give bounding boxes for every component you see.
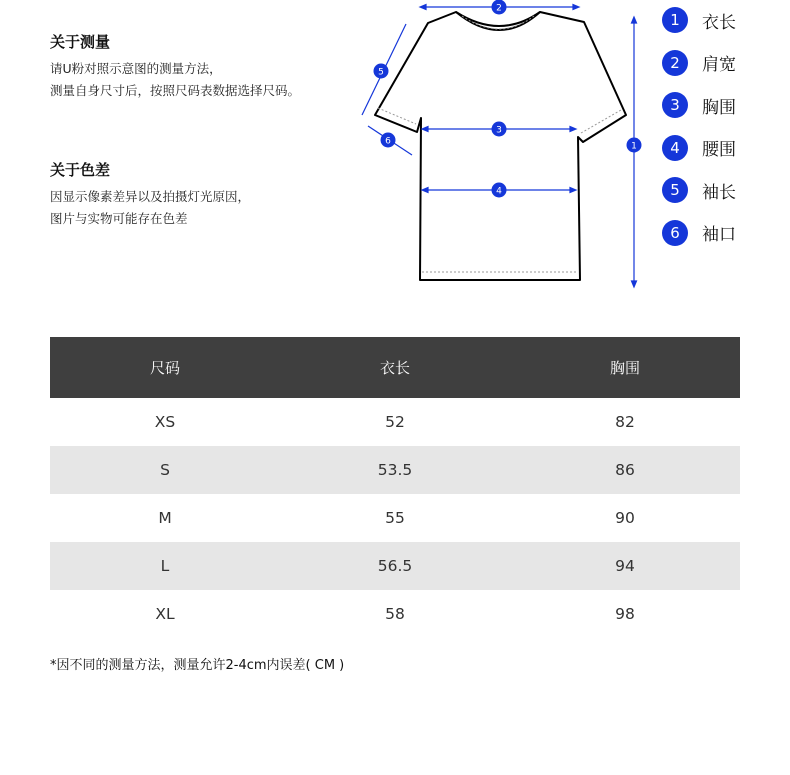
svg-text:4: 4 [496, 186, 502, 197]
legend-item-sleeve-length [662, 176, 736, 204]
legend-item-shoulder [662, 49, 736, 77]
svg-text:1: 1 [631, 141, 637, 152]
table-cell: 58 [385, 605, 405, 623]
measurement-notes [50, 30, 380, 230]
marker-6 [381, 133, 396, 148]
legend-item-waist [662, 134, 736, 162]
table-row [50, 398, 740, 446]
note-line: 因显示像素差异以及拍摄灯光原因， [50, 189, 251, 204]
marker-1 [627, 138, 642, 153]
tshirt-outline [375, 12, 626, 280]
size-chart-table [50, 337, 740, 638]
table-cell: 98 [615, 605, 635, 623]
note-line: 图片与实物可能存在色差 [50, 211, 188, 226]
legend-number: 4 [662, 135, 688, 161]
table-cell: 86 [510, 446, 740, 494]
legend-label: 袖长 [702, 182, 736, 203]
legend-label: 肩宽 [702, 55, 736, 76]
column-header-chest: 胸围 [510, 337, 740, 398]
legend-label: 腰围 [702, 140, 736, 161]
marker-2 [492, 0, 507, 15]
arrowhead [632, 17, 637, 23]
table-cell: 82 [615, 413, 635, 431]
marker-4 [492, 183, 507, 198]
svg-text:2: 2 [496, 3, 502, 14]
note-color-difference [50, 158, 380, 230]
arrowhead [420, 5, 426, 10]
svg-text:5: 5 [378, 67, 384, 78]
measurement-legend [662, 6, 736, 262]
note-measuring [50, 30, 380, 102]
table-cell: XL [155, 605, 175, 623]
svg-text:3: 3 [496, 125, 502, 136]
note-title: 关于测量 [50, 33, 111, 51]
table-cell: M [158, 509, 172, 527]
table-cell: 53.5 [280, 446, 510, 494]
legend-label: 袖口 [702, 225, 736, 246]
table-cell: XS [154, 413, 176, 431]
table-cell: 55 [385, 509, 405, 527]
table-row [50, 590, 740, 638]
legend-label: 衣长 [702, 12, 736, 33]
legend-number: 2 [662, 50, 688, 76]
table-cell: S [50, 446, 280, 494]
legend-number: 5 [662, 177, 688, 203]
table-row [50, 446, 740, 494]
note-line: 请U粉对照示意图的测量方法， [50, 61, 222, 76]
table-cell: 56.5 [280, 542, 510, 590]
legend-item-chest [662, 91, 736, 119]
column-header-length: 衣长 [280, 337, 510, 398]
legend-number: 3 [662, 92, 688, 118]
marker-5 [374, 64, 389, 79]
marker-3 [492, 122, 507, 137]
measurement-footnote: *因不同的测量方法，测量允许2-4cm内误差( CM ) [50, 658, 345, 673]
table-row [50, 542, 740, 590]
table-cell: L [50, 542, 280, 590]
table-cell: 94 [510, 542, 740, 590]
note-line: 测量自身尺寸后，按照尺码表数据选择尺码。 [50, 83, 301, 98]
svg-text:6: 6 [385, 136, 391, 147]
table-cell: 52 [385, 413, 405, 431]
column-header-size: 尺码 [50, 337, 280, 398]
legend-item-length [662, 6, 736, 34]
arrowhead [573, 5, 579, 10]
table-row [50, 494, 740, 542]
arrowhead [632, 281, 637, 287]
legend-number: 1 [662, 7, 688, 33]
legend-number: 6 [662, 220, 688, 246]
table-cell: 90 [615, 509, 635, 527]
legend-label: 胸围 [702, 97, 736, 118]
legend-item-cuff [662, 219, 736, 247]
tshirt-diagram [356, 0, 656, 292]
table-header-row [50, 337, 740, 398]
note-title: 关于色差 [50, 161, 111, 179]
